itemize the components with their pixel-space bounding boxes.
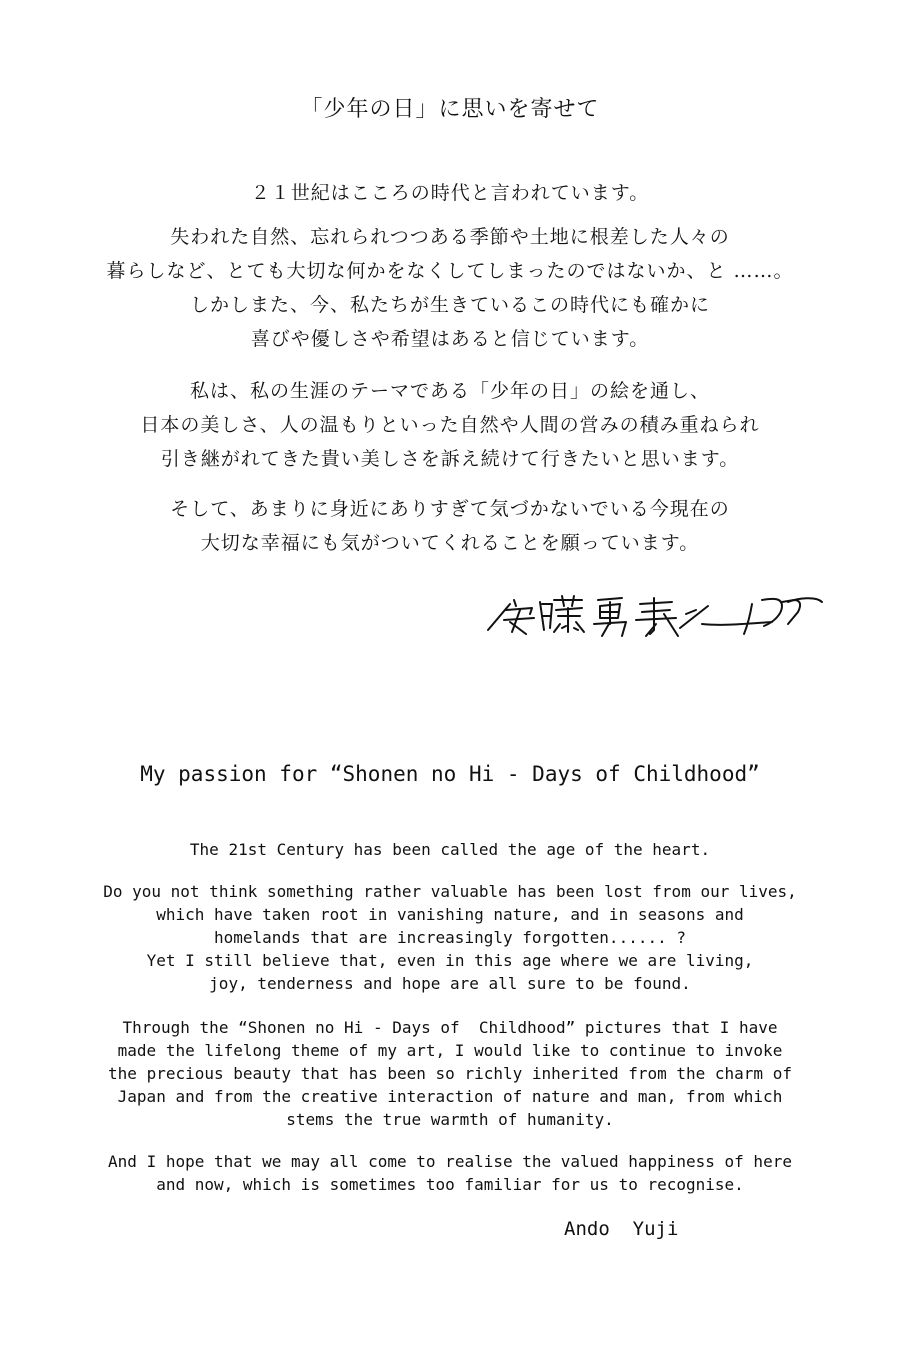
english-line: The 21st Century has been called the age of the heart. <box>189 840 711 859</box>
japanese-line: 喜びや優しさや希望はあると信じています。 <box>250 328 650 350</box>
japanese-paragraph-2 <box>0 220 900 356</box>
english-line: the precious beauty that has been so richly inherited from the charm of <box>108 1064 792 1083</box>
english-line: which have taken root in vanishing nature, and in seasons and <box>156 905 744 924</box>
english-line: And I hope that we may all come to realise the valued happiness of here <box>108 1152 792 1171</box>
english-line: Japan and from the creative interaction of nature and man, from which <box>117 1087 783 1106</box>
japanese-line: 暮らしなど、とても大切な何かをなくしてしまったのではないか、と ……。 <box>106 260 794 282</box>
japanese-line: 私は、私の生涯のテーマである「少年の日」の絵を通し、 <box>189 380 710 402</box>
english-paragraph-1 <box>0 838 900 861</box>
author-name: Ando Yuji <box>564 1218 679 1240</box>
japanese-paragraph-4 <box>0 492 900 560</box>
japanese-line: 日本の美しさ、人の温もりといった自然や人間の営みの積み重ねられ <box>140 414 760 436</box>
english-line: homelands that are increasingly forgotten...... ? <box>213 928 686 947</box>
english-line: Yet I still believe that, even in this age where we are living, <box>146 951 754 970</box>
japanese-line: ２１世紀はこころの時代と言われています。 <box>250 182 650 204</box>
english-title: My passion for “Shonen no Hi - Days of Childhood” <box>140 762 760 786</box>
japanese-line: 失われた自然、忘れられつつある季節や土地に根差した人々の <box>170 226 730 248</box>
english-paragraph-3 <box>0 1016 900 1131</box>
japanese-line: しかしまた、今、私たちが生きているこの時代にも確かに <box>189 294 710 316</box>
english-line: Do you not think something rather valuable has been lost from our lives, <box>103 882 797 901</box>
english-paragraph-2 <box>0 880 900 995</box>
english-paragraph-4 <box>0 1150 900 1196</box>
english-line: joy, tenderness and hope are all sure to be found. <box>209 974 691 993</box>
japanese-line: 引き継がれてきた貴い美しさを訴え続けて行きたいと思います。 <box>160 448 740 470</box>
english-line: made the lifelong theme of my art, I would like to continue to invoke <box>117 1041 783 1060</box>
japanese-line: そして、あまりに身近にありすぎて気づかないでいる今現在の <box>170 498 730 520</box>
japanese-paragraph-3 <box>0 374 900 476</box>
japanese-paragraph-1 <box>0 176 900 210</box>
japanese-title: 「少年の日」に思いを寄せて <box>300 97 600 122</box>
english-line: and now, which is sometimes too familiar for us to recognise. <box>156 1175 744 1194</box>
english-line: Through the “Shonen no Hi - Days of Childhood” pictures that I have <box>122 1018 778 1037</box>
english-line: stems the true warmth of humanity. <box>286 1110 614 1129</box>
japanese-line: 大切な幸福にも気がついてくれることを願っています。 <box>200 532 700 554</box>
handwritten-signature <box>482 584 832 644</box>
